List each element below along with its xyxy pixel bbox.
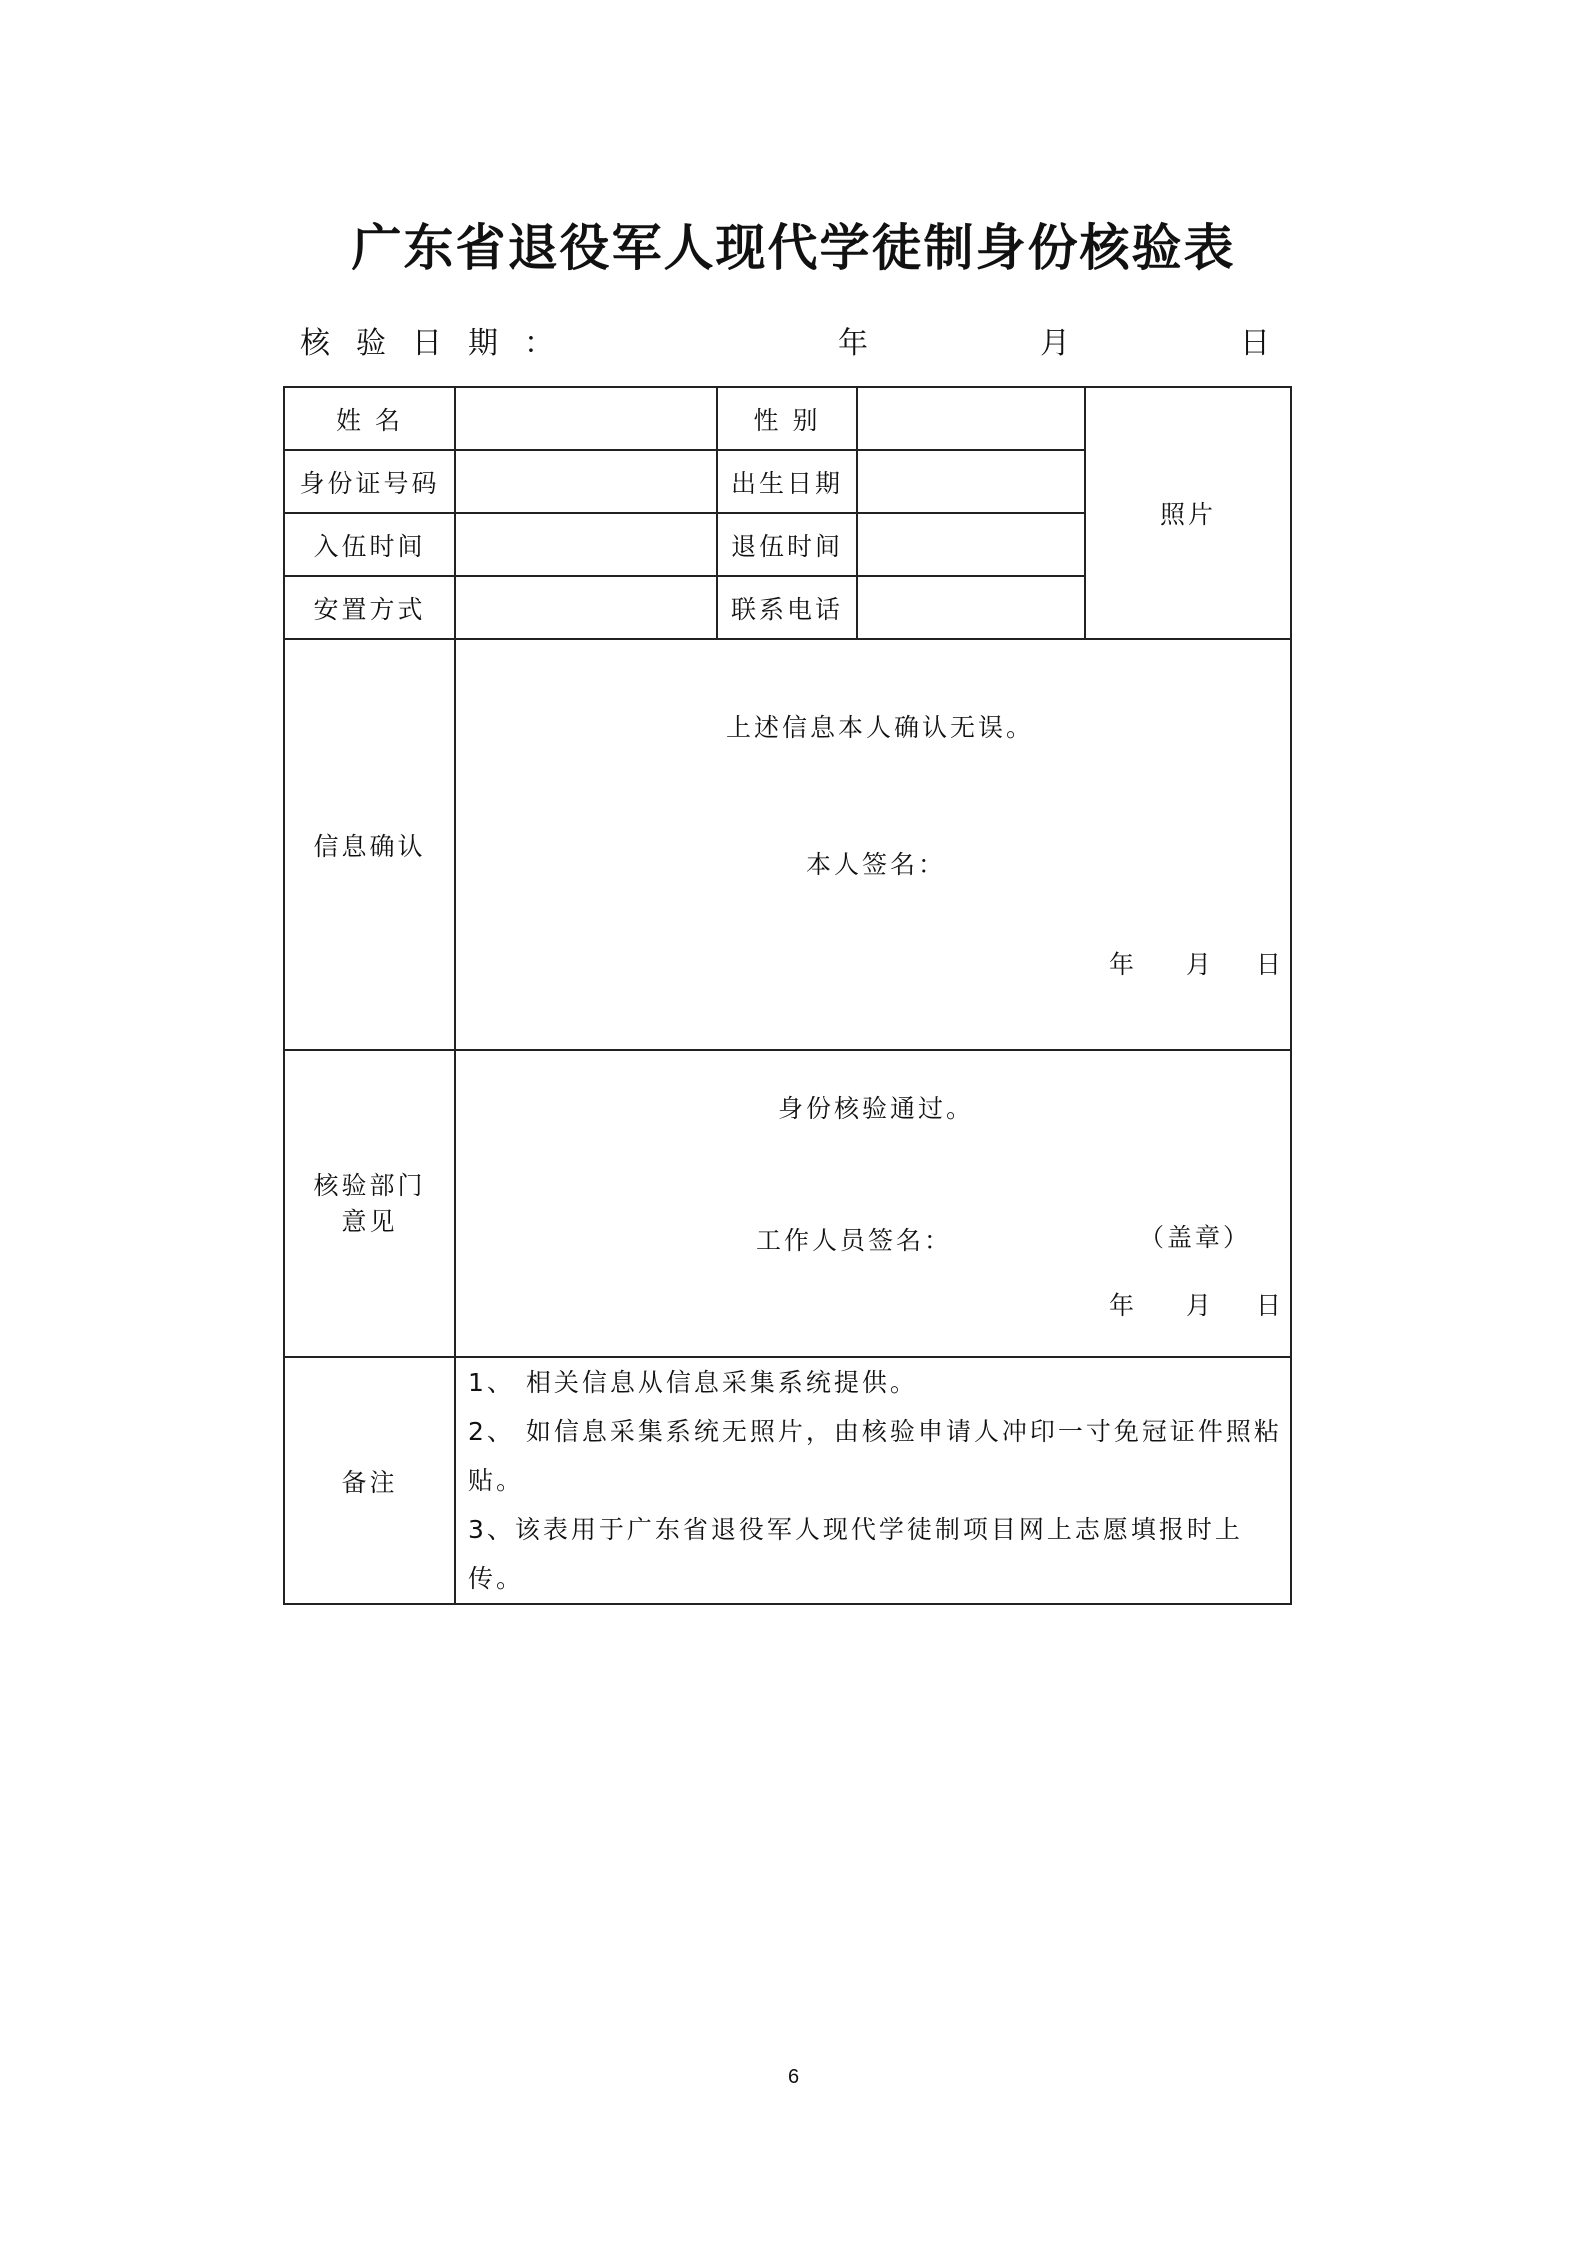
confirmation-day-label: 日 (1256, 950, 1285, 979)
gender-value-cell[interactable] (857, 387, 1085, 450)
note-item: 2、 如信息采集系统无照片，由核验申请人冲印一寸免冠证件照粘贴。 (468, 1417, 1282, 1495)
id-number-value-cell[interactable] (455, 450, 717, 513)
placement-value-cell[interactable] (455, 576, 717, 639)
note-item: 1、 相关信息从信息采集系统提供。 (468, 1368, 918, 1397)
verification-dept-label-cell (284, 1050, 455, 1357)
date-month-label: 月 (1040, 326, 1070, 361)
verification-statement: 身份核验通过。 (778, 1094, 975, 1123)
discharge-time-value-cell[interactable] (857, 513, 1085, 576)
enlist-time-label: 入伍时间 (284, 513, 455, 576)
discharge-time-label: 退伍时间 (717, 513, 857, 576)
staff-signature-label: 工作人员签名： (756, 1226, 953, 1255)
confirmation-label: 信息确认 (284, 639, 455, 1050)
verification-dept-label: 核验部门意见 (313, 1170, 426, 1236)
notes-cell (455, 1357, 1291, 1604)
phone-label: 联系电话 (717, 576, 857, 639)
verification-year-label: 年 (1109, 1291, 1138, 1320)
phone-value-cell[interactable] (857, 576, 1085, 639)
birth-date-label: 出生日期 (717, 450, 857, 513)
form-row-name (284, 387, 1291, 450)
placement-label: 安置方式 (284, 576, 455, 639)
page-number: 6 (787, 2066, 800, 2088)
photo-cell[interactable] (1085, 387, 1291, 639)
verification-date-label: 核验日期： (300, 326, 580, 361)
date-day-label: 日 (1240, 326, 1270, 361)
note-item: 3、该表用于广东省退役军人现代学徒制项目网上志愿填报时上传。 (468, 1515, 1243, 1593)
seal-label: （盖章） (1139, 1223, 1252, 1252)
self-signature-label: 本人签名： (806, 850, 947, 879)
name-label: 姓 名 (284, 387, 455, 450)
confirmation-year-label: 年 (1109, 950, 1138, 979)
gender-label: 性 别 (717, 387, 857, 450)
birth-date-value-cell[interactable] (857, 450, 1085, 513)
verification-month-label: 月 (1186, 1291, 1215, 1320)
verification-form-table (283, 386, 1292, 1605)
confirmation-cell[interactable] (455, 639, 1291, 1050)
enlist-time-value-cell[interactable] (455, 513, 717, 576)
form-title: 广东省退役军人现代学徒制身份核验表 (351, 218, 1236, 277)
form-row-verification (284, 1050, 1291, 1357)
name-value-cell[interactable] (455, 387, 717, 450)
confirmation-month-label: 月 (1186, 950, 1215, 979)
date-year-label: 年 (838, 326, 868, 361)
notes-label: 备注 (284, 1357, 455, 1604)
form-row-confirmation (284, 639, 1291, 1050)
verification-cell[interactable] (455, 1050, 1291, 1357)
form-row-notes (284, 1357, 1291, 1604)
photo-label: 照片 (1159, 500, 1216, 529)
id-number-label: 身份证号码 (284, 450, 455, 513)
confirmation-statement: 上述信息本人确认无误。 (726, 713, 1035, 742)
verification-day-label: 日 (1256, 1291, 1285, 1320)
